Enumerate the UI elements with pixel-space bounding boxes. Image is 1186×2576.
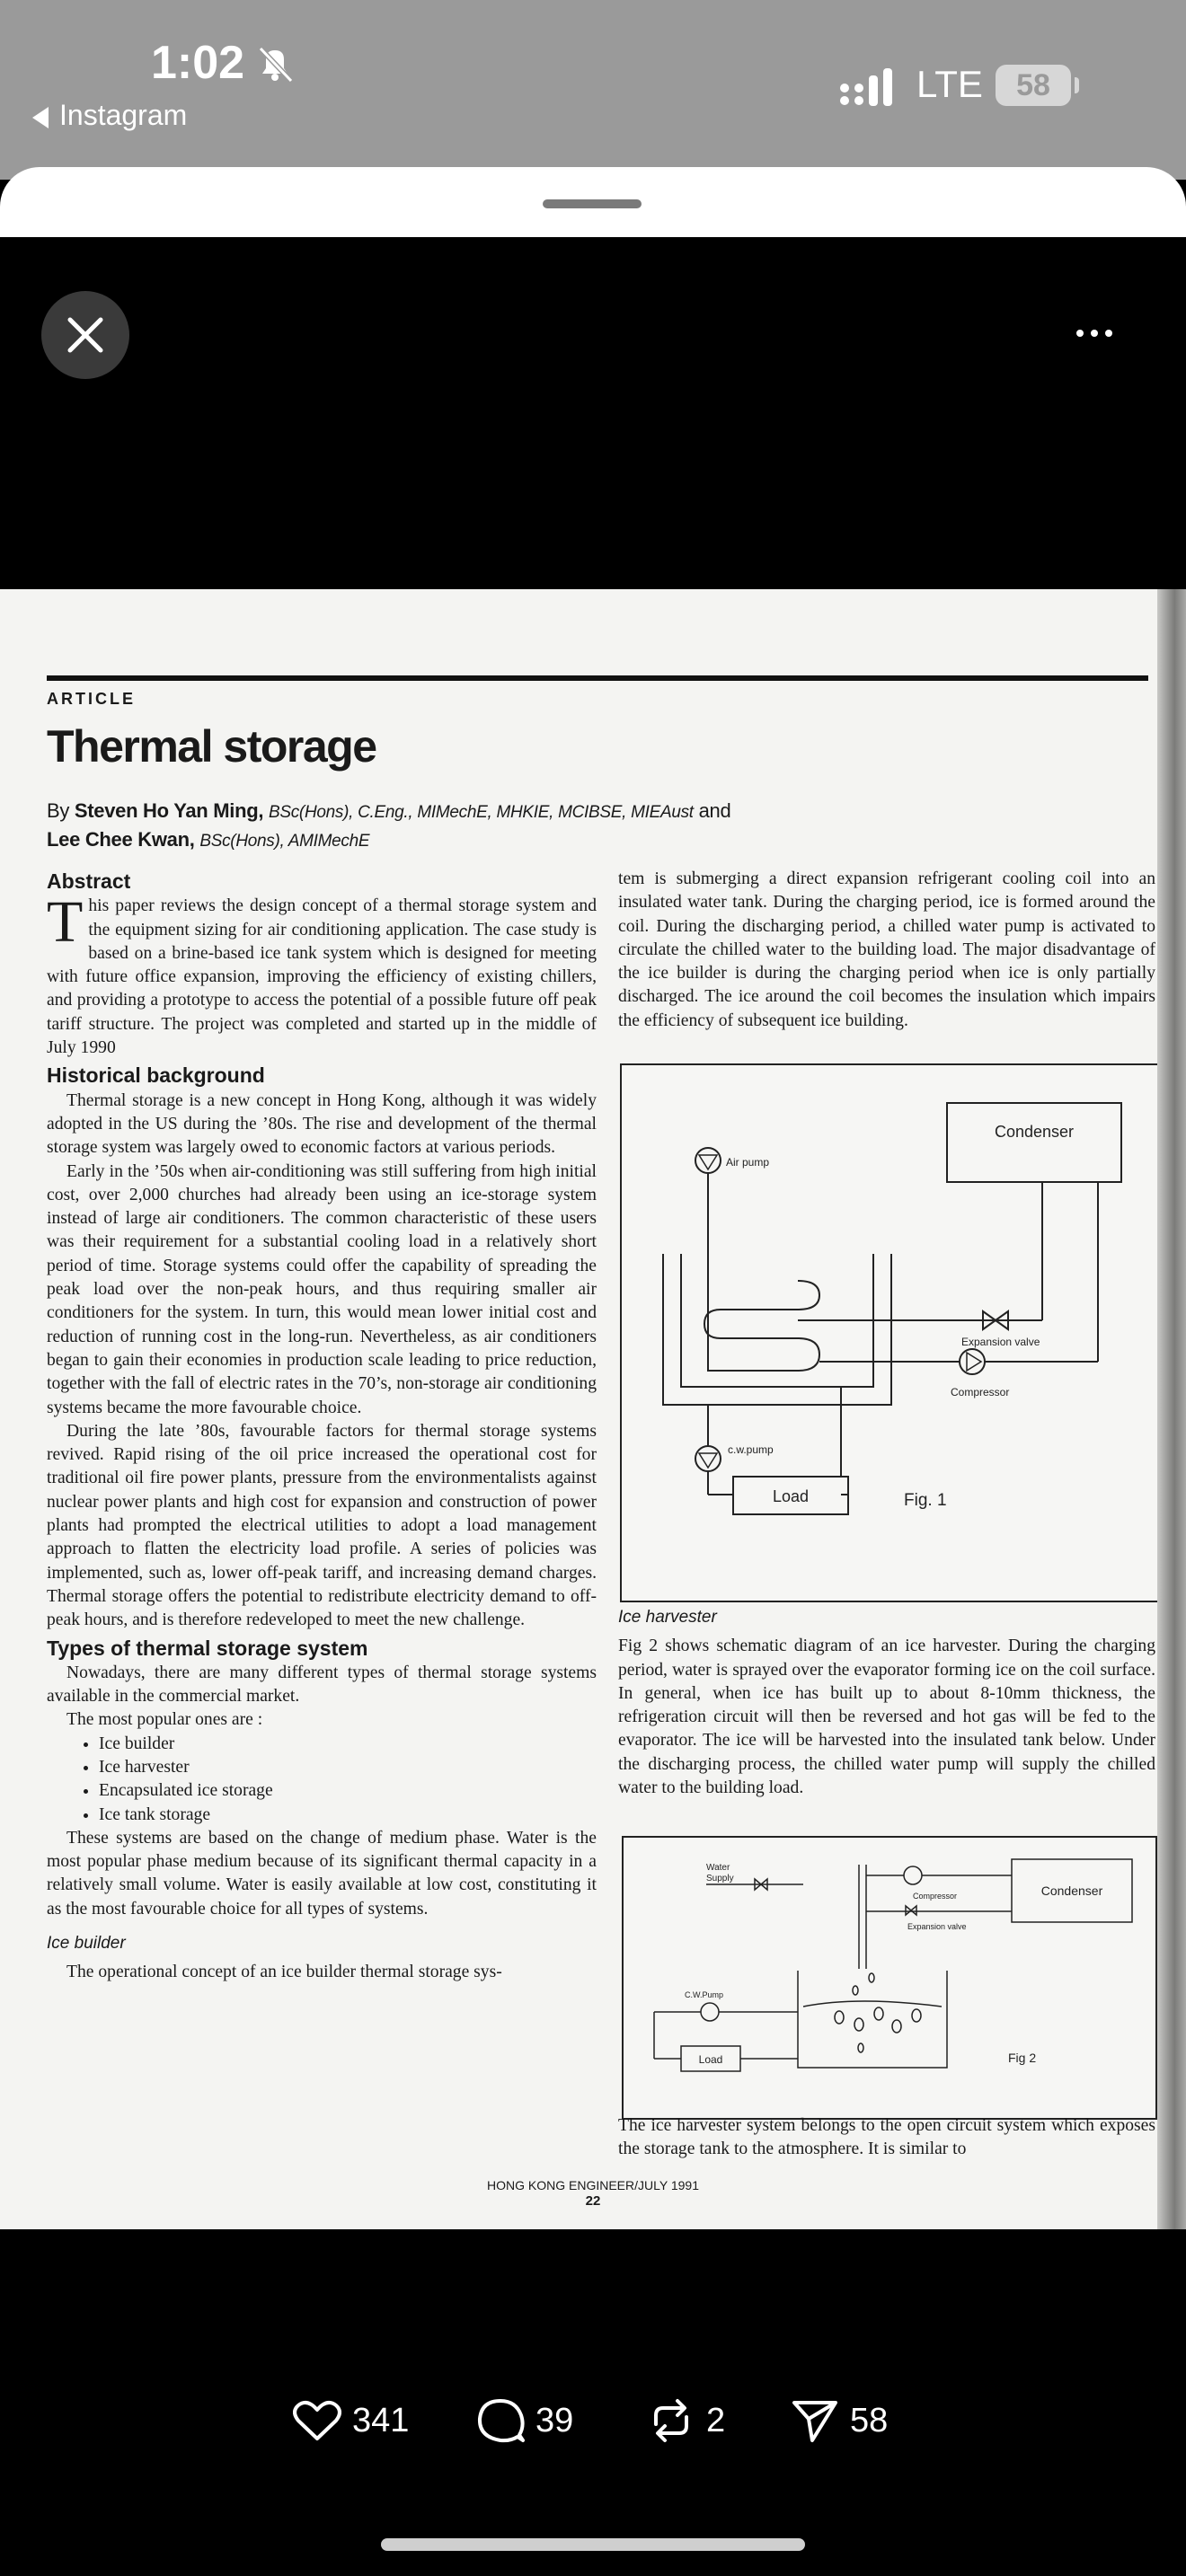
send-icon: [791, 2397, 839, 2444]
document-image: [0, 589, 1186, 2229]
sheet-grabber[interactable]: [543, 199, 642, 208]
paragraph: The most popular ones are :: [66, 1710, 263, 1730]
fig2-cw-pump-icon: [701, 2003, 719, 2021]
fig2-water-label-1: Water: [706, 1863, 730, 1873]
fig2-compressor-label: Compressor: [913, 1892, 958, 1901]
byline-prefix: By: [47, 799, 70, 822]
fig2-load-label: Load: [698, 2053, 723, 2066]
battery-indicator: 58: [996, 65, 1071, 106]
ice-harvester-section: [618, 1606, 1155, 1800]
paragraph: The operational concept of an ice builder thermal storage sys-: [66, 1963, 502, 1982]
figure-2: [622, 1836, 1157, 2120]
header-rule: [47, 675, 1148, 681]
cellular-signal-icon: [837, 66, 895, 108]
footer-page-number: 22: [585, 2193, 601, 2209]
battery-nub: [1075, 77, 1079, 93]
like-button[interactable]: [293, 2389, 409, 2452]
fig2-expansion-label: Expansion valve: [907, 1922, 967, 1931]
comment-icon: [476, 2397, 525, 2444]
bell-slash-icon: [253, 43, 296, 84]
abstract-text: [47, 889, 597, 1060]
paragraph: tem is submerging a direct expansion refrigerant cooling coil into an insulated water tank. During the charging period, ice is formed around the coil. During the discharging period, a chilled water pump is activated to circulate the chilled water to the building load. The major disadvantage of the ice builder is during the charging period when ice is only partially discharged. The ice around the coil becomes the insulation which impairs the efficiency of subsequent ice building.: [618, 869, 1155, 1030]
fig1-cw-pump-label: c.w.pump: [728, 1443, 774, 1456]
back-arrow-icon: [32, 107, 49, 128]
status-bar: [0, 0, 1186, 180]
fig1-expansion-label: Expansion valve: [961, 1336, 1040, 1348]
paragraph: Nowadays, there are many different types of thermal storage systems available in the commercial market.: [47, 1663, 597, 1707]
author-1-credentials: BSc(Hons), C.Eng., MIMechE, MHKIE, MCIBSE, MIEAust: [268, 803, 694, 822]
fig2-cw-pump-label: C.W.Pump: [685, 1990, 724, 1999]
close-button[interactable]: [41, 291, 129, 379]
figure-2-diagram: [624, 1838, 1155, 2118]
fig2-tank: [798, 1971, 947, 2068]
fig2-compressor-icon: [904, 1866, 922, 1884]
list-item: • Ice harvester: [99, 1756, 597, 1779]
paragraph: Fig 2 shows schematic diagram of an ice harvester. During the charging period, water is sprayed over the evaporator forming ice on the coil surface. In general, when ice has built up to about 8-10mm thickness, the refrigeration circuit will then be reversed and hot gas will be fed to the evaporator. The ice will be harvested into the insulated tank below. Under the discharging process, the chilled water pump will supply the chilled water to the building load.: [618, 1636, 1155, 1798]
status-time: 1:02: [151, 37, 245, 89]
article-title: Thermal storage: [47, 721, 376, 772]
condenser-box: [947, 1103, 1121, 1182]
share-count: 58: [850, 2401, 889, 2439]
abstract-heading: Abstract: [47, 869, 131, 893]
section-label: ARTICLE: [47, 690, 136, 708]
comment-button[interactable]: [476, 2389, 573, 2452]
left-column: [47, 866, 597, 1985]
figure-1: [620, 1063, 1159, 1602]
fig1-condenser-label: Condenser: [994, 1123, 1075, 1141]
fig1-air-pump-label: Air pump: [726, 1156, 770, 1169]
fig2-condenser-label: Condenser: [1040, 1883, 1103, 1898]
footer-journal: HONG KONG ENGINEER/JULY 1991: [487, 2178, 699, 2192]
share-button[interactable]: [791, 2389, 888, 2452]
network-type: LTE: [916, 63, 983, 105]
back-to-app-link[interactable]: [32, 99, 187, 132]
repost-count: 2: [706, 2401, 726, 2439]
ice-builder-heading: Ice builder: [47, 1934, 126, 1954]
repost-icon: [647, 2397, 695, 2444]
list-item: • Encapsulated ice storage: [99, 1779, 597, 1803]
like-count: 341: [352, 2401, 410, 2439]
fig2-caption: Fig 2: [1008, 2051, 1037, 2065]
right-column: [618, 868, 1155, 1033]
fig1-compressor-label: Compressor: [951, 1386, 1010, 1398]
abstract-body: his paper reviews the design concept of a thermal storage system and the equipment sizing for air conditioning application. The case study is based on a brine-based ice tank system which is designed for meeting with future office expansion, improving the efficiency of existing chillers, and providing a prototype to access the potential of a possible future off peak tariff structure. The project was completed and started up in the middle of July 1990: [47, 896, 597, 1058]
figure-1-diagram: [622, 1065, 1157, 1601]
paragraph: Early in the ’50s when air-conditioning was still suffering from high initial cost, over 2,000 churches had already been using an ice-storage system instead of large air conditioners. The common characteristic of these users was their requirement for a substantial cooling load in a relatively short period of time. Storage systems could offer the capability of spreading the peak load over the non-peak hours, and thus requiring smaller air conditioners for the system. In turn, this would mean lower initial cost and reduction of running cost in the long-run. Nevertheless, as air conditioners began to gain their economies in production scale leading to price reduction, together with the fall of electric rates in the 70’s, non-storage air conditioning systems became the more favourable choice.: [47, 1161, 597, 1417]
cooling-coil: [704, 1281, 819, 1371]
heart-icon: [293, 2399, 341, 2442]
types-list: [47, 1733, 597, 1827]
paragraph: Thermal storage is a new concept in Hong Kong, although it was widely adopted in the US during the ’80s. The rise and development of the thermal storage system was largely owed to economic factors at various periods.: [47, 1090, 597, 1158]
more-icon[interactable]: [1067, 320, 1121, 347]
historical-heading: Historical background: [47, 1063, 265, 1088]
page-footer: [0, 2177, 1186, 2210]
paragraph: During the late ’80s, favourable factors for thermal storage systems revived. Rapid rising of the oil price increased the operational cost for traditional oil fire power plants, pressure from the environmentalists against nuclear power plants and high cost for expansion and construction of power plants had prompted the electrical utilities to adopt a load management approach to flatten the electricity load profile. A series of policies was implemented, such as, lower off-peak tariff, and increasing demand charges. Thermal storage offers the potential to redistribute electricity demand to off-peak hours, and is therefore redeveloped to meet the new challenge.: [47, 1421, 597, 1630]
ice-harvester-heading: Ice harvester: [618, 1608, 717, 1627]
page-gutter: [1157, 589, 1186, 2229]
types-heading: Types of thermal storage system: [47, 1636, 368, 1660]
repost-button[interactable]: [647, 2389, 725, 2452]
close-icon: [41, 291, 129, 379]
byline: [47, 798, 730, 855]
fig1-load-label: Load: [772, 1487, 810, 1505]
right-column-bottom: [618, 2114, 1155, 2162]
paragraph: These systems are based on the change of medium phase. Water is the most popular phase medium because of its significant thermal capacity in a relatively small volume. Water is easily available at low cost, constituting it as the most favourable choice for all types of systems.: [47, 1828, 597, 1919]
paragraph: The ice harvester system belongs to the open circuit system which exposes the storage tank to the atmosphere. It is similar to: [618, 2116, 1155, 2159]
home-indicator[interactable]: [381, 2538, 805, 2551]
fig1-caption: Fig. 1: [904, 1491, 947, 1510]
back-app-label: Instagram: [59, 99, 188, 131]
list-item: • Ice builder: [99, 1733, 597, 1756]
comment-count: 39: [535, 2401, 574, 2439]
post-actions: [0, 2389, 1186, 2452]
byline-and: and: [698, 799, 731, 822]
author-2: Lee Chee Kwan,: [47, 828, 195, 851]
fig2-expansion-valve-icon: [906, 1906, 916, 1915]
author-2-credentials: BSc(Hons), AMIMechE: [199, 832, 370, 851]
tank-outer: [663, 1254, 891, 1405]
fig2-water-label-2: Supply: [706, 1874, 734, 1883]
author-1: Steven Ho Yan Ming,: [74, 799, 264, 822]
list-item: • Ice tank storage: [99, 1804, 597, 1827]
drop-cap: T: [47, 889, 84, 956]
